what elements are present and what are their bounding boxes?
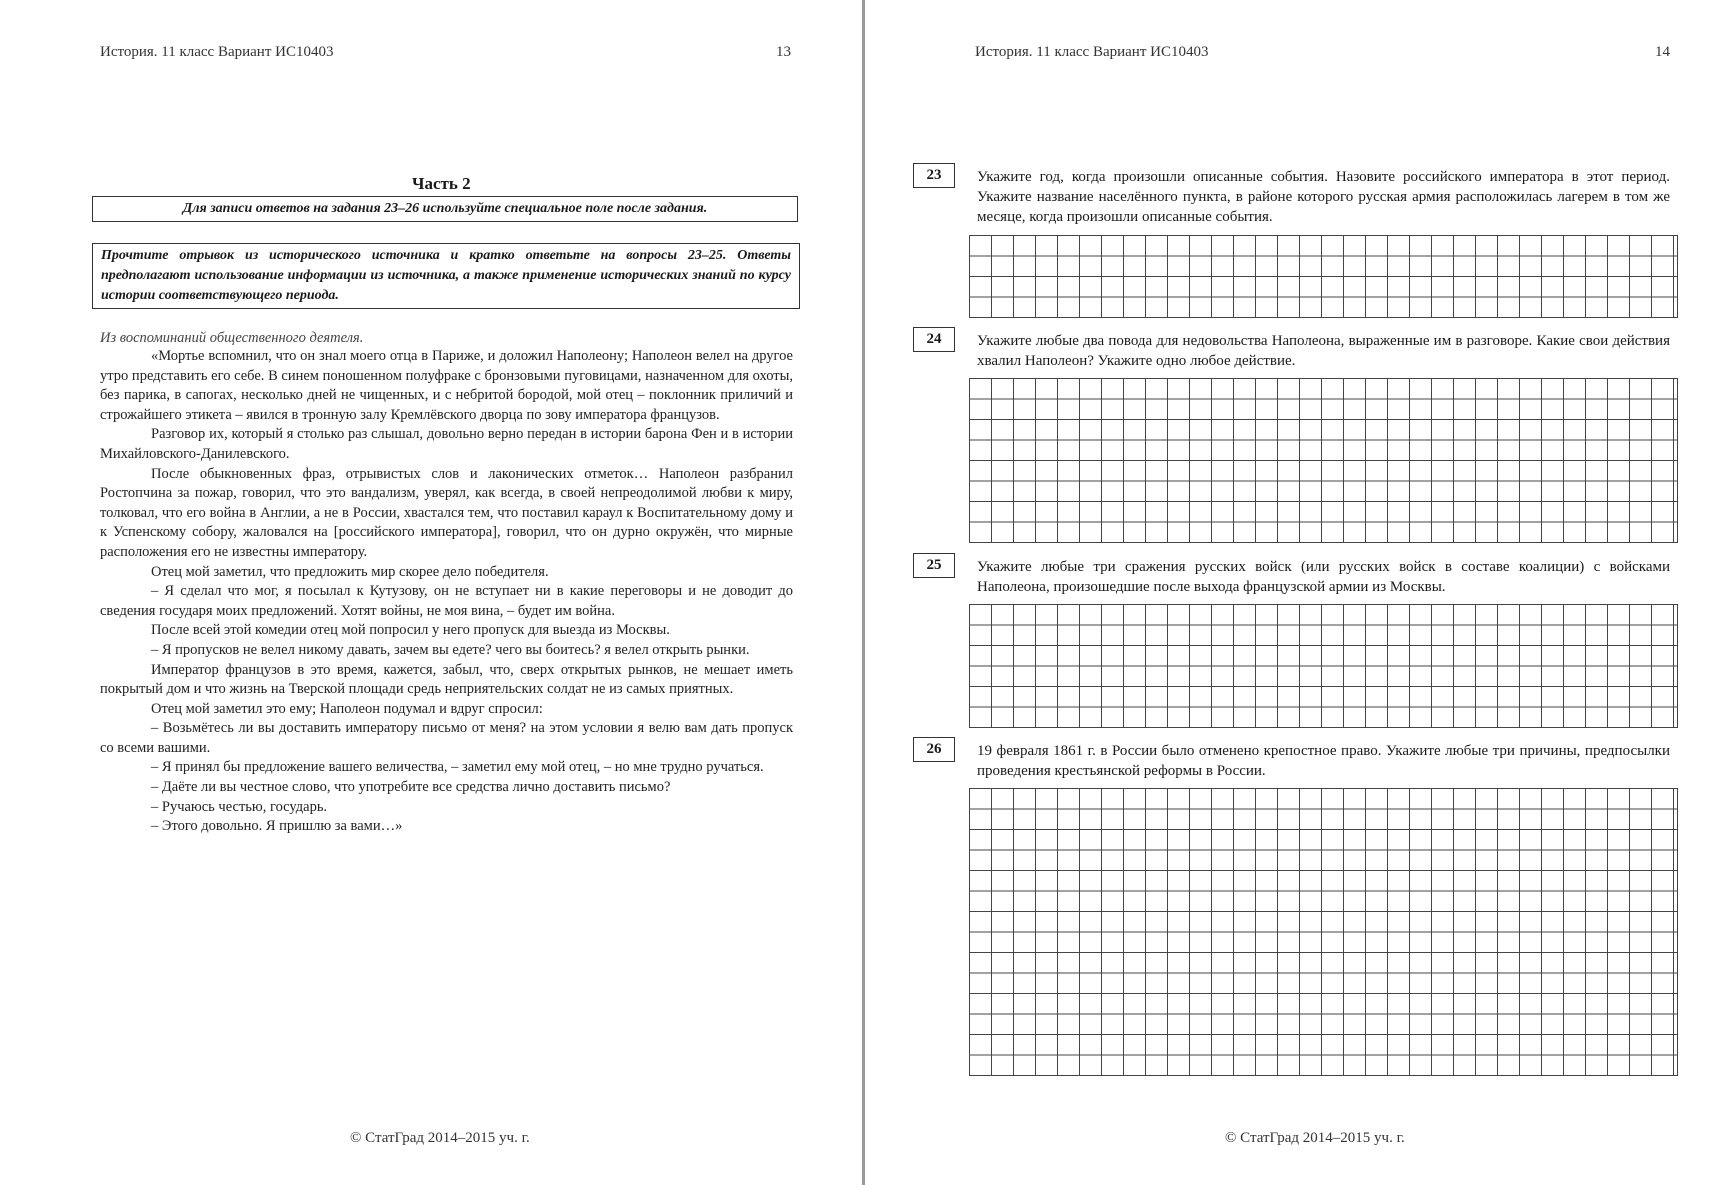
page-footer: © СтатГрад 2014–2015 уч. г. [1225,1130,1405,1146]
question-number-26: 26 [913,737,955,762]
passage-paragraph: – Я пропусков не велел никому давать, зачем вы едете? чего вы боитесь? я велел открыть рынки. [151,641,750,658]
question-number-23: 23 [913,163,955,188]
passage-paragraph: – Я принял бы предложение вашего величества, – заметил ему мой отец, – но мне трудно ручаться. [151,759,764,776]
left-page [0,0,862,1185]
source-intro: Из воспоминаний общественного деятеля. [100,330,364,346]
right-page [865,0,1725,1185]
passage-paragraph: – Я сделал что мог, я посылал к Кутузову, он не вступает ни в какие переговоры и не доводит до сведения государя моих предложений. Хотят войны, не моя вина, – будет им война. [100,583,793,619]
question-text-23: Укажите год, когда произошли описанные события. Назовите российского императора в этот период. Укажите название населённого пункта, в районе которого русская армия расположилась лагерем в том же месяце, когда произошли описанные события. [977,169,1670,225]
page-header-title: История. 11 класс Вариант ИС10403 [975,44,1209,60]
passage-paragraph: Разговор их, который я столько раз слышал, довольно верно передан в истории барона Фен и в истории Михайловского-Данилевского. [100,426,793,462]
passage-paragraph: После обыкновенных фраз, отрывистых слов и лаконических отметок… Наполеон разбранил Ростопчина за пожар, говорил, что это вандализм, уверял, как всегда, в своей непреодолимой любви к миру, толковал, что его война в Англии, а не в России, хвастался тем, что поставил караул к Воспитательному дому и к Успенскому собору, жаловался на [российского императора], говорил, что он дурно окружён, что мирные расположения его не известны императору. [100,465,793,560]
answer-grid-24[interactable] [969,378,1678,543]
passage-paragraph: – Ручаюсь честью, государь. [151,798,328,815]
page-header-title: История. 11 класс Вариант ИС10403 [100,44,334,60]
source-instruction-box: Прочтите отрывок из исторического источника и кратко ответьте на вопросы 23–25. Ответы предполагают использование информации из источника, а также применение исторических знаний по курсу истории соответствующего периода. [92,243,800,309]
question-text-26: 19 февраля 1861 г. в России было отменено крепостное право. Укажите любые три причины, предпосылки проведения крестьянской реформы в России. [977,743,1670,779]
answer-instruction-box: Для записи ответов на задания 23–26 используйте специальное поле после задания. [92,196,798,222]
passage-paragraph: Император французов в это время, кажется, забыл, что, сверх открытых рынков, не мешает иметь покрытый дом и что жизнь на Тверской площади средь неприятельских солдат не из самых приятных. [100,661,793,698]
passage-paragraph: – Даёте ли вы честное слово, что употребите все средства лично доставить письмо? [151,779,671,796]
passage-paragraph: После всей этой комедии отец мой попросил у него пропуск для выезда из Москвы. [151,622,670,639]
source-passage [100,347,793,837]
part-title: Часть 2 [412,174,471,193]
page-footer: © СтатГрад 2014–2015 уч. г. [350,1130,530,1146]
answer-grid-23[interactable] [969,235,1678,318]
passage-paragraph: Отец мой заметил, что предложить мир скорее дело победителя. [151,563,549,580]
answer-grid-25[interactable] [969,604,1678,728]
passage-paragraph: – Возьмётесь ли вы доставить императору письмо от меня? на этом условии я велю вам дать пропуск со всеми вашими. [100,720,793,756]
question-text-25: Укажите любые три сражения русских войск (или русских войск в составе коалиции) с войсками Наполеона, произошедшие после выхода французской армии из Москвы. [977,559,1670,595]
passage-paragraph: «Мортье вспомнил, что он знал моего отца в Париже, и доложил Наполеону; Наполеон велел на другое утро представить его себе. В синем поношенном полуфраке с бронзовыми пуговицами, назначенном для охоты, без парика, в сапогах, несколько дней не чищенных, и с небритой бородой, мой отец – поклонник приличий и строжайшего этикета – явился в тронную залу Кремлёвского дворца по зову императора французов. [100,348,793,423]
answer-grid-26[interactable] [969,788,1678,1076]
question-number-25: 25 [913,553,955,578]
question-number-24: 24 [913,327,955,352]
passage-paragraph: Отец мой заметил это ему; Наполеон подумал и вдруг спросил: [151,700,543,717]
question-text-24: Укажите любые два повода для недовольства Наполеона, выраженные им в разговоре. Какие свои действия хвалил Наполеон? Укажите одно любое действие. [977,333,1670,369]
page-number: 13 [776,44,791,60]
page-number: 14 [1655,44,1670,60]
passage-paragraph: – Этого довольно. Я пришлю за вами…» [151,818,403,835]
